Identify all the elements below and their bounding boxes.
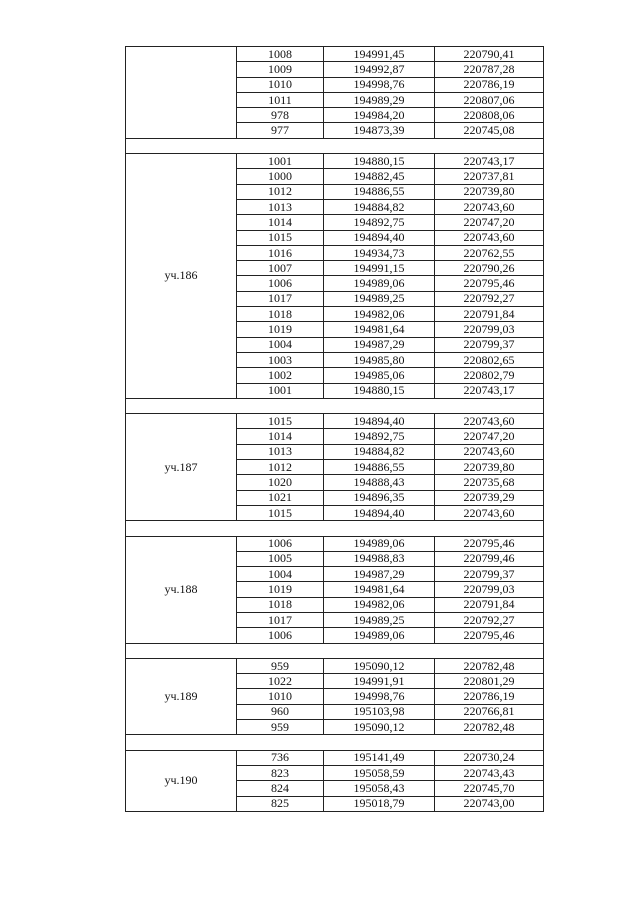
x-coordinate-cell: 195058,43 <box>324 781 435 796</box>
x-coordinate-cell: 194987,29 <box>324 337 435 352</box>
x-coordinate-cell: 194894,40 <box>324 505 435 520</box>
x-coordinate-cell: 195058,59 <box>324 765 435 780</box>
y-coordinate-cell: 220743,17 <box>435 383 544 398</box>
point-number-cell: 1019 <box>237 582 324 597</box>
y-coordinate-cell: 220730,24 <box>435 750 544 765</box>
point-number-cell: 1016 <box>237 245 324 260</box>
y-coordinate-cell: 220808,06 <box>435 108 544 123</box>
point-number-cell: 1015 <box>237 230 324 245</box>
point-number-cell: 1018 <box>237 307 324 322</box>
x-coordinate-cell: 194982,06 <box>324 307 435 322</box>
y-coordinate-cell: 220743,00 <box>435 796 544 811</box>
section-separator-row <box>126 735 544 750</box>
y-coordinate-cell: 220795,46 <box>435 536 544 551</box>
point-number-cell: 1009 <box>237 62 324 77</box>
coordinates-table-body <box>126 47 544 812</box>
x-coordinate-cell: 194888,43 <box>324 475 435 490</box>
x-coordinate-cell: 194873,39 <box>324 123 435 138</box>
x-coordinate-cell: 194989,25 <box>324 612 435 627</box>
x-coordinate-cell: 194987,29 <box>324 567 435 582</box>
point-number-cell: 1012 <box>237 460 324 475</box>
section-separator-row <box>126 521 544 536</box>
separator-cell <box>126 398 544 413</box>
y-coordinate-cell: 220791,84 <box>435 307 544 322</box>
y-coordinate-cell: 220782,48 <box>435 720 544 735</box>
y-coordinate-cell: 220735,68 <box>435 475 544 490</box>
y-coordinate-cell: 220799,37 <box>435 567 544 582</box>
y-coordinate-cell: 220782,48 <box>435 658 544 673</box>
point-number-cell: 960 <box>237 704 324 719</box>
y-coordinate-cell: 220743,60 <box>435 230 544 245</box>
y-coordinate-cell: 220737,81 <box>435 169 544 184</box>
point-number-cell: 1011 <box>237 92 324 107</box>
point-number-cell: 1014 <box>237 429 324 444</box>
point-number-cell: 959 <box>237 658 324 673</box>
point-number-cell: 1007 <box>237 261 324 276</box>
y-coordinate-cell: 220799,46 <box>435 551 544 566</box>
x-coordinate-cell: 195141,49 <box>324 750 435 765</box>
point-number-cell: 1017 <box>237 612 324 627</box>
point-number-cell: 1006 <box>237 628 324 643</box>
y-coordinate-cell: 220786,19 <box>435 77 544 92</box>
point-number-cell: 977 <box>237 123 324 138</box>
table-row <box>126 750 544 765</box>
x-coordinate-cell: 194988,83 <box>324 551 435 566</box>
point-number-cell: 1015 <box>237 414 324 429</box>
section-label: уч.188 <box>126 536 237 643</box>
y-coordinate-cell: 220739,80 <box>435 460 544 475</box>
y-coordinate-cell: 220766,81 <box>435 704 544 719</box>
y-coordinate-cell: 220795,46 <box>435 628 544 643</box>
y-coordinate-cell: 220743,17 <box>435 154 544 169</box>
x-coordinate-cell: 194896,35 <box>324 490 435 505</box>
x-coordinate-cell: 194981,64 <box>324 582 435 597</box>
x-coordinate-cell: 194992,87 <box>324 62 435 77</box>
y-coordinate-cell: 220786,19 <box>435 689 544 704</box>
y-coordinate-cell: 220743,60 <box>435 199 544 214</box>
y-coordinate-cell: 220743,43 <box>435 765 544 780</box>
table-row <box>126 154 544 169</box>
y-coordinate-cell: 220799,37 <box>435 337 544 352</box>
section-label: уч.189 <box>126 658 237 734</box>
separator-cell <box>126 735 544 750</box>
x-coordinate-cell: 195090,12 <box>324 720 435 735</box>
point-number-cell: 1021 <box>237 490 324 505</box>
point-number-cell: 1001 <box>237 383 324 398</box>
point-number-cell: 736 <box>237 750 324 765</box>
point-number-cell: 1004 <box>237 337 324 352</box>
table-row <box>126 536 544 551</box>
y-coordinate-cell: 220791,84 <box>435 597 544 612</box>
x-coordinate-cell: 194886,55 <box>324 460 435 475</box>
table-row <box>126 414 544 429</box>
y-coordinate-cell: 220739,80 <box>435 184 544 199</box>
x-coordinate-cell: 194880,15 <box>324 154 435 169</box>
x-coordinate-cell: 194998,76 <box>324 77 435 92</box>
y-coordinate-cell: 220790,26 <box>435 261 544 276</box>
point-number-cell: 1012 <box>237 184 324 199</box>
x-coordinate-cell: 194998,76 <box>324 689 435 704</box>
y-coordinate-cell: 220762,55 <box>435 245 544 260</box>
x-coordinate-cell: 194882,45 <box>324 169 435 184</box>
x-coordinate-cell: 194991,45 <box>324 47 435 62</box>
point-number-cell: 1010 <box>237 689 324 704</box>
x-coordinate-cell: 194989,29 <box>324 92 435 107</box>
section-separator-row <box>126 643 544 658</box>
y-coordinate-cell: 220743,60 <box>435 505 544 520</box>
x-coordinate-cell: 194884,82 <box>324 199 435 214</box>
x-coordinate-cell: 194981,64 <box>324 322 435 337</box>
x-coordinate-cell: 194894,40 <box>324 230 435 245</box>
y-coordinate-cell: 220747,20 <box>435 429 544 444</box>
section-separator-row <box>126 138 544 153</box>
section-label: уч.186 <box>126 154 237 399</box>
point-number-cell: 1003 <box>237 352 324 367</box>
point-number-cell: 1020 <box>237 475 324 490</box>
x-coordinate-cell: 194894,40 <box>324 414 435 429</box>
table-row <box>126 47 544 62</box>
point-number-cell: 1006 <box>237 276 324 291</box>
x-coordinate-cell: 194991,15 <box>324 261 435 276</box>
section-label: уч.190 <box>126 750 237 811</box>
point-number-cell: 1008 <box>237 47 324 62</box>
x-coordinate-cell: 195018,79 <box>324 796 435 811</box>
x-coordinate-cell: 195103,98 <box>324 704 435 719</box>
y-coordinate-cell: 220745,08 <box>435 123 544 138</box>
x-coordinate-cell: 194991,91 <box>324 674 435 689</box>
point-number-cell: 959 <box>237 720 324 735</box>
y-coordinate-cell: 220792,27 <box>435 612 544 627</box>
point-number-cell: 1018 <box>237 597 324 612</box>
separator-cell <box>126 138 544 153</box>
section-label: уч.187 <box>126 414 237 521</box>
x-coordinate-cell: 195090,12 <box>324 658 435 673</box>
point-number-cell: 1019 <box>237 322 324 337</box>
separator-cell <box>126 521 544 536</box>
separator-cell <box>126 643 544 658</box>
point-number-cell: 1005 <box>237 551 324 566</box>
document-page <box>125 46 544 812</box>
point-number-cell: 1002 <box>237 368 324 383</box>
y-coordinate-cell: 220792,27 <box>435 291 544 306</box>
x-coordinate-cell: 194880,15 <box>324 383 435 398</box>
y-coordinate-cell: 220790,41 <box>435 47 544 62</box>
x-coordinate-cell: 194989,06 <box>324 276 435 291</box>
x-coordinate-cell: 194985,80 <box>324 352 435 367</box>
point-number-cell: 1013 <box>237 199 324 214</box>
y-coordinate-cell: 220795,46 <box>435 276 544 291</box>
y-coordinate-cell: 220743,60 <box>435 444 544 459</box>
section-separator-row <box>126 398 544 413</box>
x-coordinate-cell: 194989,25 <box>324 291 435 306</box>
point-number-cell: 1006 <box>237 536 324 551</box>
point-number-cell: 1004 <box>237 567 324 582</box>
x-coordinate-cell: 194892,75 <box>324 215 435 230</box>
y-coordinate-cell: 220807,06 <box>435 92 544 107</box>
x-coordinate-cell: 194892,75 <box>324 429 435 444</box>
point-number-cell: 978 <box>237 108 324 123</box>
y-coordinate-cell: 220743,60 <box>435 414 544 429</box>
x-coordinate-cell: 194989,06 <box>324 628 435 643</box>
x-coordinate-cell: 194985,06 <box>324 368 435 383</box>
y-coordinate-cell: 220799,03 <box>435 322 544 337</box>
point-number-cell: 1015 <box>237 505 324 520</box>
y-coordinate-cell: 220745,70 <box>435 781 544 796</box>
y-coordinate-cell: 220787,28 <box>435 62 544 77</box>
y-coordinate-cell: 220799,03 <box>435 582 544 597</box>
point-number-cell: 1014 <box>237 215 324 230</box>
y-coordinate-cell: 220801,29 <box>435 674 544 689</box>
point-number-cell: 825 <box>237 796 324 811</box>
point-number-cell: 1000 <box>237 169 324 184</box>
y-coordinate-cell: 220747,20 <box>435 215 544 230</box>
point-number-cell: 824 <box>237 781 324 796</box>
x-coordinate-cell: 194984,20 <box>324 108 435 123</box>
point-number-cell: 1013 <box>237 444 324 459</box>
table-row <box>126 658 544 673</box>
x-coordinate-cell: 194886,55 <box>324 184 435 199</box>
x-coordinate-cell: 194982,06 <box>324 597 435 612</box>
point-number-cell: 823 <box>237 765 324 780</box>
section-label <box>126 47 237 139</box>
point-number-cell: 1017 <box>237 291 324 306</box>
point-number-cell: 1001 <box>237 154 324 169</box>
coordinates-table <box>125 46 544 812</box>
x-coordinate-cell: 194934,73 <box>324 245 435 260</box>
y-coordinate-cell: 220802,79 <box>435 368 544 383</box>
x-coordinate-cell: 194884,82 <box>324 444 435 459</box>
y-coordinate-cell: 220802,65 <box>435 352 544 367</box>
x-coordinate-cell: 194989,06 <box>324 536 435 551</box>
point-number-cell: 1022 <box>237 674 324 689</box>
y-coordinate-cell: 220739,29 <box>435 490 544 505</box>
point-number-cell: 1010 <box>237 77 324 92</box>
